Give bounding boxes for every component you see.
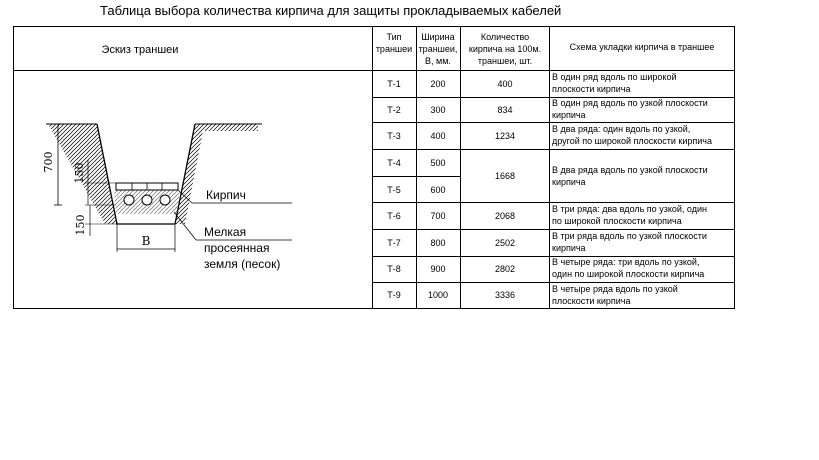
header-type-line2: траншеи: [375, 44, 413, 54]
sand-label-line3: земля (песок): [204, 257, 281, 271]
table-row: [387, 98, 708, 120]
cell-qty: 3336: [494, 290, 516, 300]
cell-qty: 2802: [494, 264, 516, 274]
cell-scheme-line2: плоскости кирпича: [552, 296, 631, 306]
cell-width: 400: [430, 131, 446, 141]
cell-type: Т-5: [387, 185, 401, 195]
cell-scheme-line1: В один ряд вдоль по узкой плоскости: [552, 98, 708, 108]
header-sketch: Эскиз траншеи: [101, 44, 179, 56]
page-title: Таблица выбора количества кирпича для защиты прокладываемых кабелей: [100, 3, 562, 18]
dim-700-label: 700: [42, 151, 55, 173]
sand-label-line2: просеянная: [204, 241, 270, 255]
cell-type: Т-7: [387, 238, 401, 248]
table-row: [387, 158, 707, 187]
cell-qty: 400: [497, 79, 513, 89]
dim-150-top-label: 150: [73, 162, 86, 184]
cell-scheme-line1: В три ряда вдоль по узкой плоскости: [552, 231, 707, 241]
cell-scheme-line2: по широкой плоскости кирпича: [552, 216, 682, 226]
cell-qty: 834: [497, 105, 513, 115]
table-row: [387, 204, 707, 226]
cable: [124, 195, 134, 205]
cell-type: Т-1: [387, 79, 401, 89]
cell-width: 800: [430, 238, 446, 248]
cell-width: 700: [430, 211, 446, 221]
cell-scheme-line1: В четыре ряда: три вдоль по узкой,: [552, 257, 700, 267]
sand-label-line1: Мелкая: [204, 225, 247, 239]
right-wall-hatch: [175, 124, 258, 224]
cell-type: Т-8: [387, 264, 401, 274]
header-width-line3: В, мм.: [425, 56, 451, 66]
cell-type: Т-9: [387, 290, 401, 300]
header-scheme: Схема укладки кирпича в траншее: [569, 42, 715, 52]
trench-sketch: [42, 124, 292, 271]
cell-type: Т-3: [387, 131, 401, 141]
cell-width: 500: [430, 158, 446, 168]
cell-width: 900: [430, 264, 446, 274]
header-qty-line2: кирпича на 100м.: [468, 44, 542, 54]
cell-scheme-line2: плоскости кирпича: [552, 84, 631, 94]
header-qty-line3: траншеи, шт.: [477, 56, 533, 66]
header-width-line1: Ширина: [421, 32, 455, 42]
table-row: [387, 257, 704, 279]
cell-qty: 1234: [494, 131, 516, 141]
dim-150-bottom-label: 150: [74, 214, 87, 236]
cell-scheme-line2: один по широкой плоскости кирпича: [552, 269, 705, 279]
cell-type: Т-6: [387, 211, 401, 221]
cell-scheme-line1: В один ряд вдоль по широкой: [552, 72, 677, 82]
cell-qty: 1668: [494, 171, 516, 181]
cell-scheme-line2: другой по широкой плоскости кирпича: [552, 136, 712, 146]
cell-scheme-line1: В два ряда вдоль по узкой плоскости: [552, 165, 708, 175]
cell-width: 600: [430, 185, 446, 195]
header-type-line1: Тип: [386, 32, 402, 42]
table-row: [387, 72, 676, 94]
dim-width-label: В: [141, 234, 151, 248]
brick-label: Кирпич: [206, 188, 246, 202]
header-qty-line1: Количество: [480, 32, 530, 42]
cell-width: 300: [430, 105, 446, 115]
header-width-line2: траншеи,: [418, 44, 458, 54]
cell-scheme-line2: кирпича: [552, 243, 586, 253]
cell-width: 1000: [427, 290, 449, 300]
cable: [142, 195, 152, 205]
cell-scheme-line1: В два ряда: один вдоль по узкой,: [552, 124, 691, 134]
cell-width: 200: [430, 79, 446, 89]
cell-qty: 2068: [494, 211, 516, 221]
cell-type: Т-2: [387, 105, 401, 115]
cell-scheme-line1: В четыре ряда вдоль по узкой: [552, 284, 678, 294]
table-row: [387, 284, 678, 306]
cell-scheme-line2: кирпича: [552, 110, 586, 120]
cell-type: Т-4: [387, 158, 401, 168]
cell-scheme-line2: кирпича: [552, 177, 586, 187]
cable: [160, 195, 170, 205]
table-header: [102, 32, 715, 66]
cell-scheme-line1: В три ряда: два вдоль по узкой, один: [552, 204, 707, 214]
table-row: [387, 231, 707, 253]
cell-qty: 2502: [494, 238, 516, 248]
